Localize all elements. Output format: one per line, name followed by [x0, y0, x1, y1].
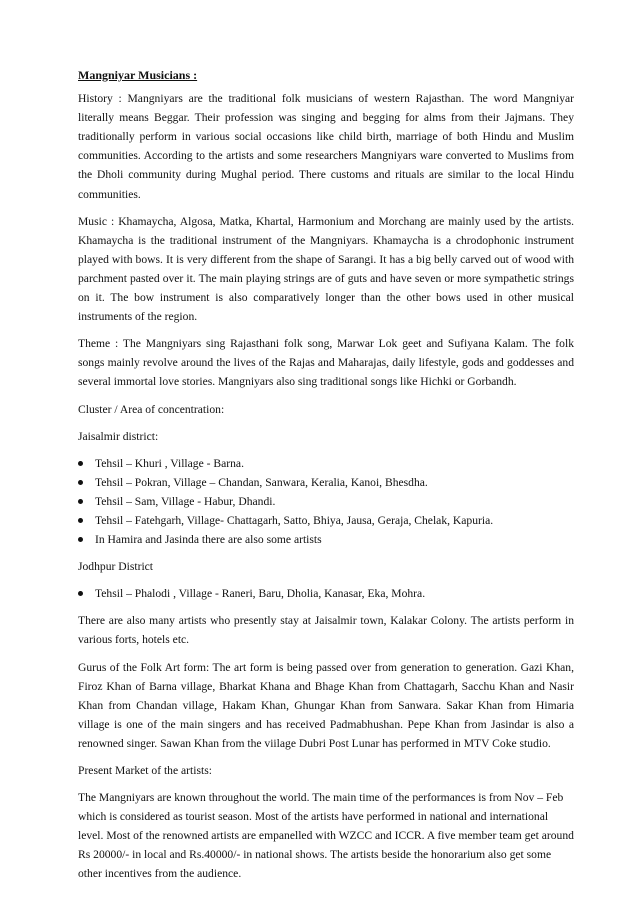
- music-paragraph: Music : Khamaycha, Algosa, Matka, Khartal, Harmonium and Morchang are mainly used by the artists. Khamaycha is the traditional instrument of the Mangniyars. Khamaycha is a chrodophonic instrument played with bows. It is very different from the shape of Sarangi. It has a big belly carved out of wood with parchment pasted over it. The main playing strings are of guts and have seven or more sympathetic strings on it. The bow instrument is also comparatively longer than the other bows used in other musical instruments of the region.: [78, 214, 574, 324]
- list-item: [78, 511, 574, 530]
- jaisalmir-heading: Jaisalmir district:: [78, 429, 159, 443]
- cluster-heading: Cluster / Area of concentration:: [78, 402, 225, 416]
- bullet-icon: [78, 591, 83, 596]
- list-item: [78, 492, 574, 511]
- history-paragraph: History : Mangniyars are the traditional folk musicians of western Rajasthan. The word Mangniyar literally means Beggar. Their profession was singing and begging for alms from their Jajmans. They traditionally perform in various social occasions like child birth, marriage of both Hindu and Muslim communities. According to the artists and some researchers Mangniyars ware converted to Muslims from the Dholi community during Mughal period. There customs and rituals are similar to the local Hindu communities.: [78, 92, 574, 201]
- jaisalmir-town-paragraph: There are also many artists who presently stay at Jaisalmir town, Kalakar Colony. The artists perform in various forts, hotels etc.: [78, 614, 574, 647]
- bullet-icon: [78, 537, 83, 542]
- list-item: [78, 454, 574, 473]
- list-item-text: Tehsil – Khuri , Village - Barna.: [95, 456, 244, 470]
- list-item: [78, 530, 574, 549]
- list-item-text: Tehsil – Phalodi , Village - Raneri, Baru, Dholia, Kanasar, Eka, Mohra.: [95, 587, 426, 601]
- document-title: Mangniyar Musicians :: [78, 68, 198, 82]
- list-item-text: Tehsil – Fatehgarh, Village- Chattagarh, Satto, Bhiya, Jausa, Geraja, Chelak, Kapuria.: [95, 513, 494, 527]
- bullet-icon: [78, 518, 83, 523]
- list-item-text: Tehsil – Sam, Village - Habur, Dhandi.: [95, 494, 276, 508]
- gurus-paragraph: Gurus of the Folk Art form: The art form is being passed over from generation to generation. Gazi Khan, Firoz Khan of Barna village, Bharkat Khana and Bhage Khan from Chattagarh, Sacchu Khan and Nasir Khan from Chandan village, Hakam Khan, Ghungar Khan from Sanwara. Sakar Khan from Himaria village is one of the main singers and has received Padmabhushan. Pepe Khan from Jasindar is also a renowned singer. Sawan Khan from the viilage Dubri Post Lunar has performed in MTV Coke studio.: [78, 660, 574, 750]
- list-item-text: In Hamira and Jasinda there are also some artists: [95, 533, 322, 547]
- market-paragraph: The Mangniyars are known throughout the world. The main time of the performances is from Nov – Feb which is considered as tourist season. Most of the artists have performed in national and international level. Most of the renowned artists are empanelled with WZCC and ICCR. A five member team get around Rs 20000/- in local and Rs.40000/- in national shows. The artists beside the honorarium also get some other incentives from the audience.: [78, 791, 574, 881]
- bullet-icon: [78, 461, 83, 466]
- jodhpur-heading: Jodhpur District: [78, 560, 154, 574]
- jaisalmir-list: [78, 454, 574, 549]
- list-item: [78, 584, 574, 603]
- bullet-icon: [78, 499, 83, 504]
- document-page: [78, 66, 574, 892]
- theme-paragraph: Theme : The Mangniyars sing Rajasthani folk song, Marwar Lok geet and Sufiyana Kalam. The folk songs mainly revolve around the lives of the Rajas and Maharajas, daily lifestyle, gods and goddesses and several immortal love stories. Mangniyars also sing traditional songs like Hichki or Gorbandh.: [78, 337, 574, 389]
- list-item: [78, 473, 574, 492]
- jodhpur-list: [78, 584, 574, 603]
- market-heading: Present Market of the artists:: [78, 764, 212, 777]
- bullet-icon: [78, 480, 83, 485]
- list-item-text: Tehsil – Pokran, Village – Chandan, Sanwara, Keralia, Kanoi, Bhesdha.: [95, 475, 428, 489]
